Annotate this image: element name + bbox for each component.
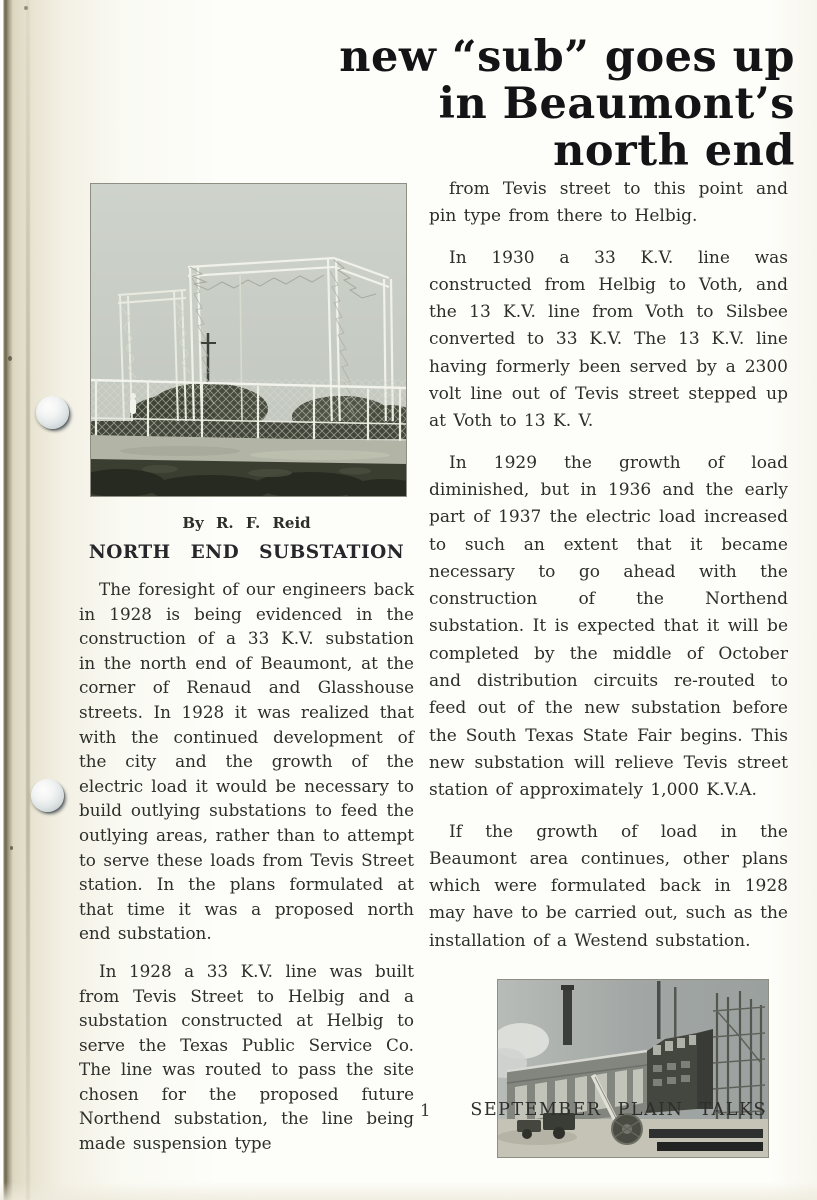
paragraph: In 1929 the growth of load diminished, but in 1936 and the early part of 1937 the electric load increased to such an extent that it became necessary to go ahead with the construction of the Northend substation. It is expected that it will be completed by the middle of October and distribution circuits re-routed to feed out of the new substation before the South Texas State Fair begins. This new substation will relieve Tevis street station of approximately 1,000 K.V.A.: [429, 452, 788, 801]
paragraph: In 1928 a 33 K.V. line was built from Tevis Street to Helbig and a substation constructed at Helbig to serve the Texas Public Service Co. The line was routed to pass the site chosen for the proposed future Northend substation, the line being made suspension type: [79, 960, 414, 1154]
byline: By R. F. Reid: [182, 514, 311, 532]
article-title-line: new “sub” goes up: [339, 32, 795, 82]
page-fold-crease: [26, 0, 30, 1200]
punch-hole: [36, 396, 69, 429]
power-plant-photo: [497, 979, 788, 1158]
page-number: 1: [420, 1101, 431, 1120]
article-title: [175, 34, 795, 175]
paragraph: In 1930 a 33 K.V. line was constructed from Helbig to Voth, and the 13 K.V. line from Voth to Silsbee converted to 33 K.V. The 13 K.V. line having formerly been served by a 2300 volt line out of Tevis street stepped up at Voth to 13 K. V.: [429, 247, 788, 432]
paragraph: If the growth of load in the Beaumont area continues, other plans which were formulated back in 1928 may have to be carried out, such as the installation of a Westend substation.: [429, 821, 788, 951]
left-column: [79, 176, 414, 1169]
substation-photo-image: [90, 183, 407, 497]
publication-name: SEPTEMBER PLAIN TALKS: [470, 1100, 767, 1120]
power-plant-photo-image: [497, 979, 769, 1158]
paragraph: The foresight of our engineers back in 1928 is being evidenced in the construction of a 33 K.V. substation in the north end of Beaumont, at the corner of Renaud and Glasshouse streets. In 1928 it was realized that with the continued development of the city and the growth of the electric load it would be necessary to build outlying substations to feed the outlying areas, rather than to attempt to serve these loads from Tevis Street station. In the plans formulated at that time it was a proposed north end substation.: [79, 579, 414, 944]
right-column-text: [429, 176, 788, 955]
paper-speck: [8, 356, 12, 361]
article-title-line: in Beaumont’s: [438, 79, 795, 129]
right-column: [429, 176, 788, 1158]
article-heading: NORTH END SUBSTATION: [88, 542, 405, 563]
article-title-line: north end: [553, 126, 795, 176]
paper-speck: [24, 6, 28, 10]
substation-construction-photo: [90, 183, 414, 497]
paragraph: from Tevis street to this point and pin type from there to Helbig.: [429, 179, 788, 227]
paper-speck: [10, 846, 13, 850]
left-column-text: [79, 577, 414, 1156]
punch-hole: [31, 779, 64, 812]
